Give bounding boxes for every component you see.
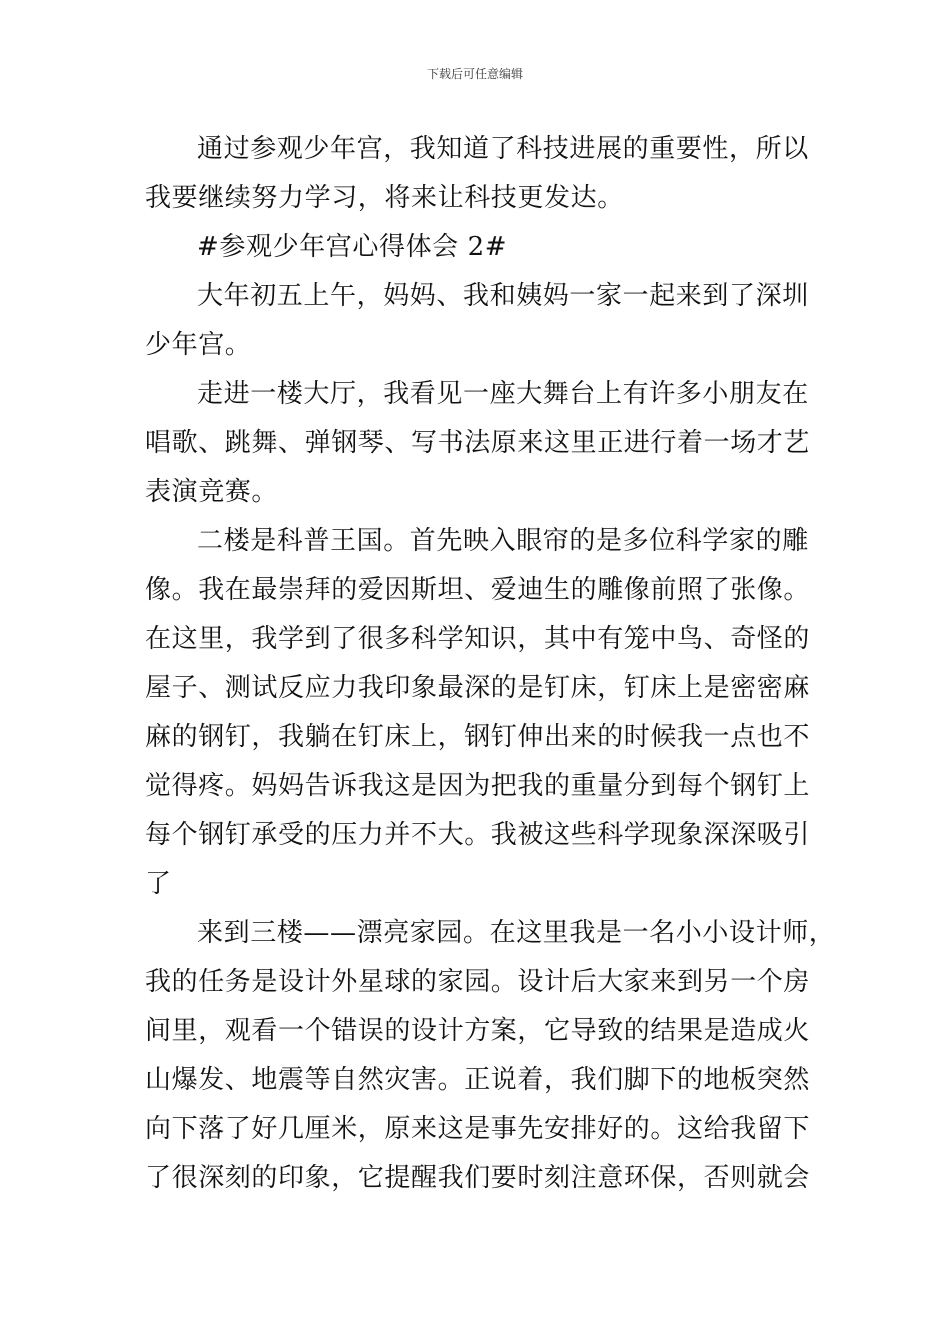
- paragraph-line: 通过参观少年宫，我知道了科技进展的重要性，所以: [197, 134, 809, 164]
- paragraph-line: 唱歌、跳舞、弹钢琴、写书法原来这里正进行着一场才艺: [145, 428, 811, 458]
- section-heading: [145, 223, 809, 272]
- paragraph-6: [145, 909, 836, 1203]
- paragraph-line: 了很深刻的印象，它提醒我们要时刻注意环保，否则就会: [145, 1163, 811, 1193]
- paragraph-line: 像。我在最崇拜的爱因斯坦、爱迪生的雕像前照了张像。: [145, 575, 811, 605]
- paragraph-line: 我要继续努力学习，将来让科技更发达。: [145, 183, 624, 213]
- paragraph-line: 向下落了好几厘米，原来这是事先安排好的。这给我留下: [145, 1114, 811, 1144]
- paragraph-line: 走进一楼大厅，我看见一座大舞台上有许多小朋友在: [197, 379, 809, 409]
- page-header: 下载后可任意编辑: [426, 67, 523, 81]
- paragraph-line: 二楼是科普王国。首先映入眼帘的是多位科学家的雕: [197, 526, 809, 556]
- paragraph-1: [145, 125, 809, 223]
- paragraph-4: [145, 370, 809, 517]
- paragraph-line: 大年初五上午，妈妈、我和姨妈一家一起来到了深圳: [197, 281, 809, 311]
- paragraph-line: 来到三楼——漂亮家园。在这里我是一名小小设计师，: [197, 918, 836, 948]
- paragraph-line: 表演竞赛。: [145, 477, 279, 507]
- paragraph-line: 觉得疼。妈妈告诉我这是因为把我的重量分到每个钢钉上: [145, 771, 811, 801]
- paragraph-line: 山爆发、地震等自然灾害。正说着，我们脚下的地板突然: [145, 1065, 811, 1095]
- section-heading-text: #参观少年宫心得体会 2#: [197, 232, 508, 262]
- paragraph-line: 每个钢钉承受的压力并不大。我被这些科学现象深深吸引: [145, 820, 811, 850]
- paragraph-line: 间里，观看一个错误的设计方案，它导致的结果是造成火: [145, 1016, 811, 1046]
- paragraph-line: 了: [145, 869, 172, 899]
- paragraph-line: 在这里，我学到了很多科学知识，其中有笼中鸟、奇怪的: [145, 624, 811, 654]
- paragraph-5: [145, 517, 809, 909]
- paragraph-line: 麻的钢钉，我躺在钉床上，钢钉伸出来的时候我一点也不: [145, 722, 811, 752]
- paragraph-line: 少年宫。: [145, 330, 252, 360]
- paragraph-line: 屋子、测试反应力我印象最深的是钉床，钉床上是密密麻: [145, 673, 811, 703]
- paragraph-3: [145, 272, 809, 370]
- paragraph-line: 我的任务是设计外星球的家园。设计后大家来到另一个房: [145, 967, 811, 997]
- document-body: [145, 125, 836, 1203]
